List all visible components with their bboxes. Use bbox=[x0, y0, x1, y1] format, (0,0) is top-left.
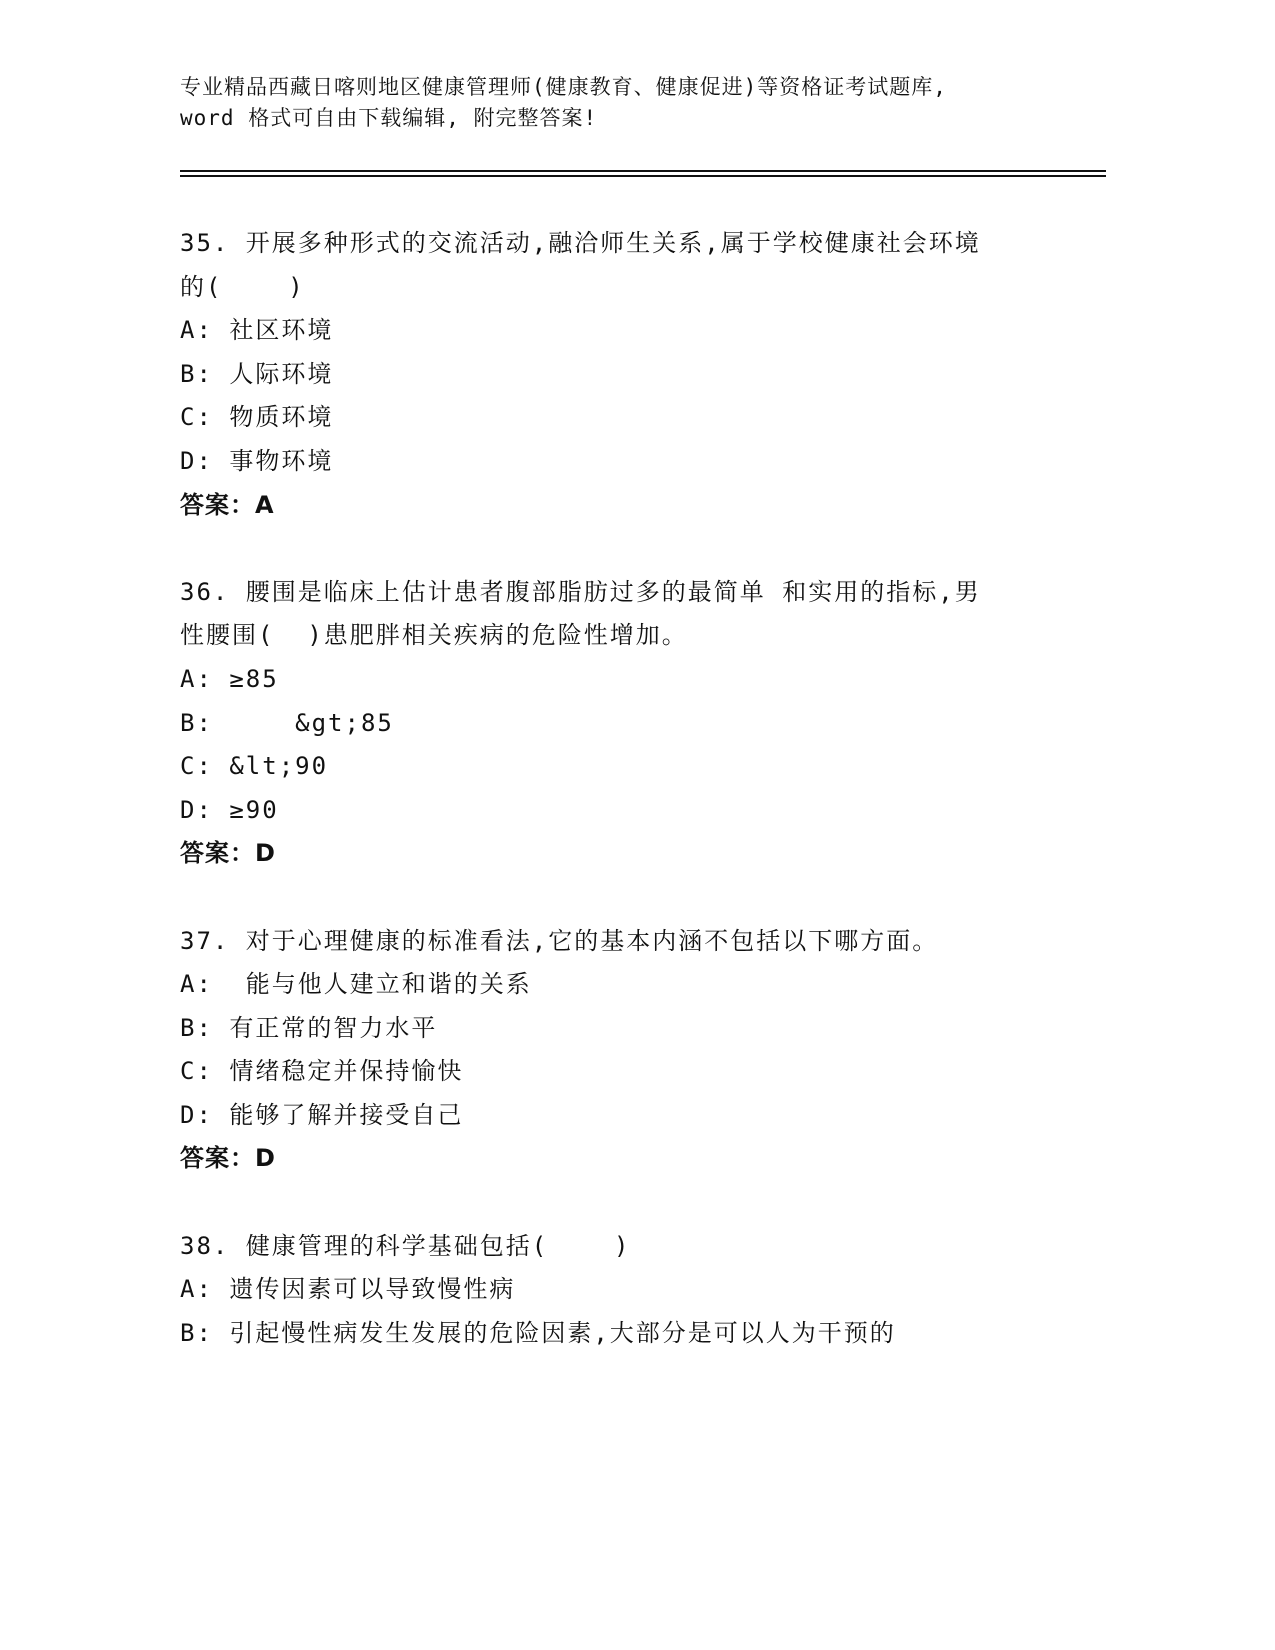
question-text: 性腰围( )患肥胖相关疾病的危险性增加。 bbox=[180, 621, 688, 650]
question-37 bbox=[180, 920, 1110, 1182]
header-line-2: word 格式可自由下载编辑, 附完整答案! bbox=[180, 106, 598, 130]
option: D: 能够了解并接受自己 bbox=[180, 1100, 464, 1129]
option: B: 引起慢性病发生发展的危险因素,大部分是可以人为干预的 bbox=[180, 1318, 896, 1347]
question-36 bbox=[180, 571, 1110, 876]
option: D: ≥90 bbox=[180, 795, 279, 824]
header-line-1: 专业精品西藏日喀则地区健康管理师(健康教育、健康促进)等资格证考试题库, bbox=[180, 75, 947, 99]
question-35 bbox=[180, 222, 1110, 527]
option: B: 有正常的智力水平 bbox=[180, 1013, 438, 1042]
option: D: 事物环境 bbox=[180, 446, 334, 475]
question-38 bbox=[180, 1225, 1110, 1356]
option: C: &lt;90 bbox=[180, 752, 329, 781]
answer: 答案：D bbox=[180, 1144, 276, 1173]
document-header bbox=[180, 72, 1110, 134]
answer: 答案：D bbox=[180, 839, 276, 868]
question-text: 37. 对于心理健康的标准看法,它的基本内涵不包括以下哪方面。 bbox=[180, 926, 939, 955]
question-text: 的( ) bbox=[180, 272, 305, 301]
header-divider-top bbox=[180, 170, 1106, 172]
question-list bbox=[180, 222, 1110, 1399]
option: B: 人际环境 bbox=[180, 359, 334, 388]
option: A: 遗传因素可以导致慢性病 bbox=[180, 1275, 516, 1304]
option: C: 物质环境 bbox=[180, 403, 334, 432]
question-text: 36. 腰围是临床上估计患者腹部脂肪过多的最简单 和实用的指标,男 bbox=[180, 577, 981, 606]
option: C: 情绪稳定并保持愉快 bbox=[180, 1057, 464, 1086]
question-text: 35. 开展多种形式的交流活动,融洽师生关系,属于学校健康社会环境 bbox=[180, 229, 981, 257]
option: B: &gt;85 bbox=[180, 708, 394, 737]
header-divider-bottom bbox=[180, 175, 1106, 177]
answer: 答案：A bbox=[180, 490, 275, 519]
option: A: ≥85 bbox=[180, 664, 279, 693]
question-text: 38. 健康管理的科学基础包括( ) bbox=[180, 1231, 631, 1260]
option: A: 能与他人建立和谐的关系 bbox=[180, 970, 532, 999]
option: A: 社区环境 bbox=[180, 316, 334, 345]
